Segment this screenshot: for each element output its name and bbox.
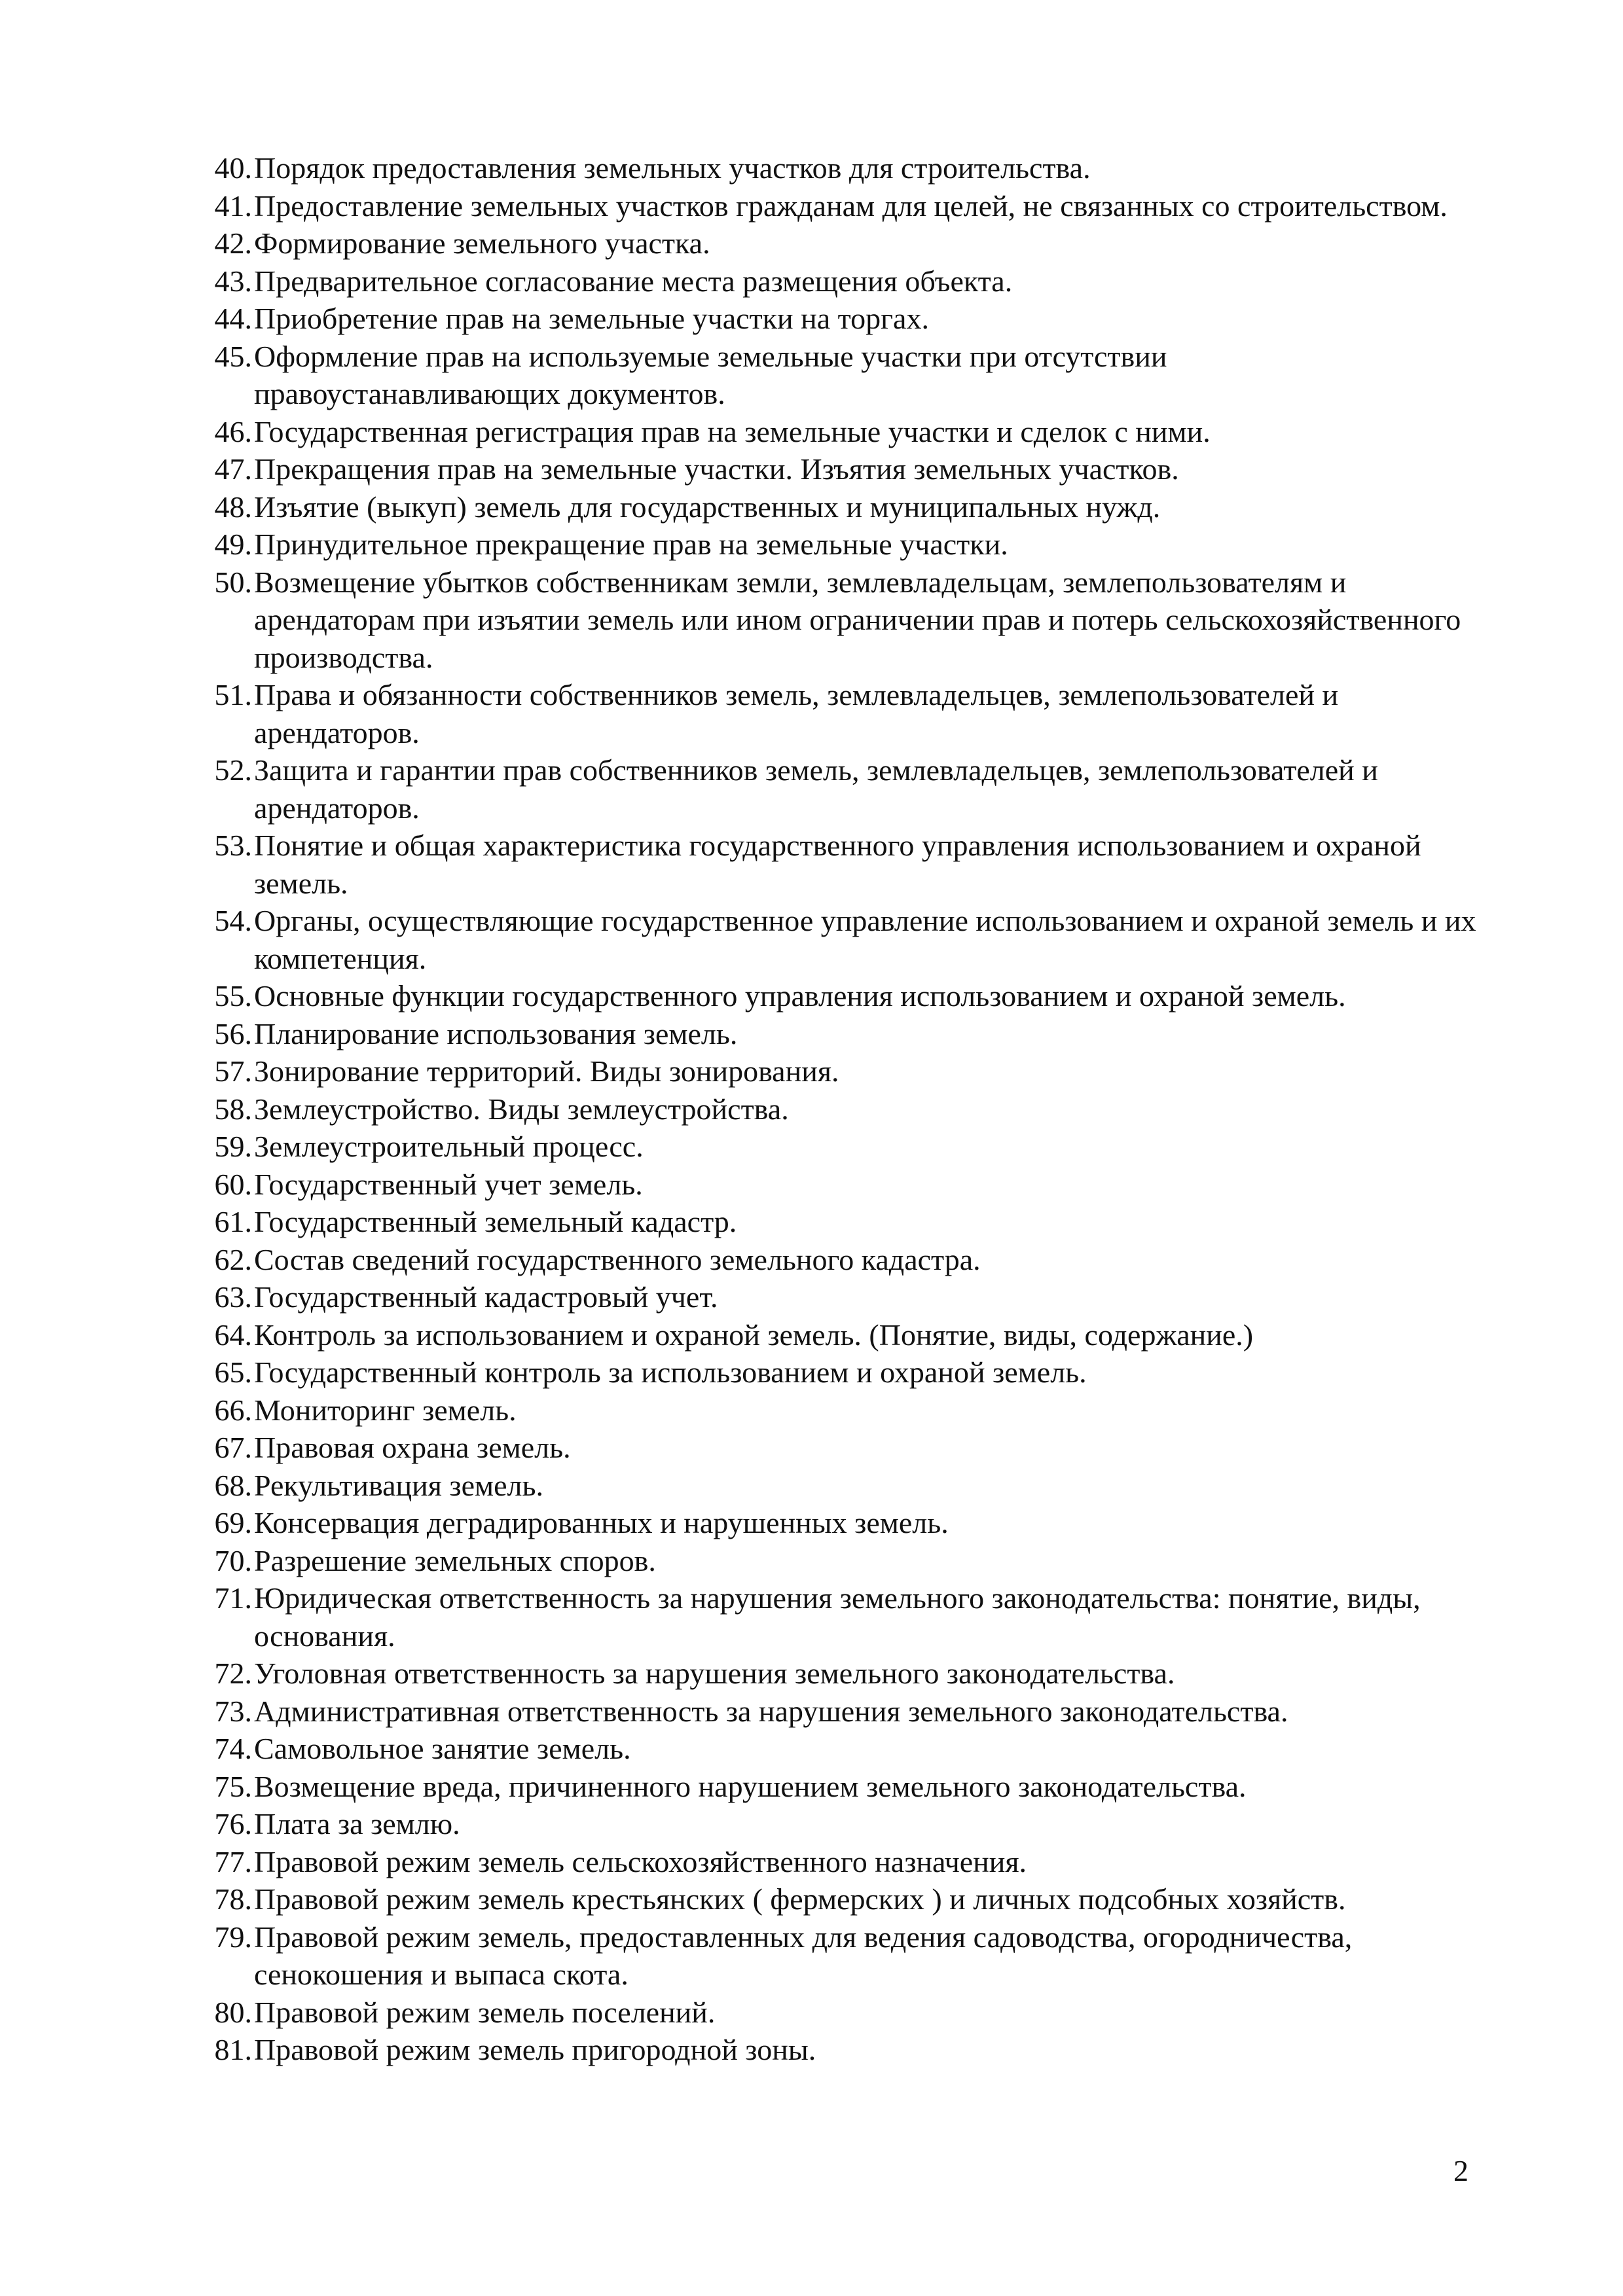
item-text: Землеустроительный процесс. (254, 1130, 644, 1163)
item-number: 56. (214, 1016, 252, 1050)
question-list (196, 149, 1480, 2069)
list-item (196, 187, 1480, 225)
list-item (196, 300, 1480, 338)
item-number: 61. (214, 1205, 252, 1238)
item-text: Юридическая ответственность за нарушения земельного законодательства: понятие, виды, основания. (254, 1581, 1421, 1653)
list-item (196, 1090, 1480, 1128)
item-number: 63. (214, 1280, 252, 1314)
item-number: 60. (214, 1167, 252, 1201)
list-item (196, 902, 1480, 977)
item-text: Предоставление земельных участков гражданам для целей, не связанных со строительством. (254, 188, 1448, 223)
item-text: Государственный контроль за использованием и охраной земель. (254, 1355, 1087, 1389)
item-number: 43. (214, 264, 252, 298)
list-item (196, 1994, 1480, 2032)
item-text: Изъятие (выкуп) земель для государственных и муниципальных нужд. (254, 490, 1161, 524)
item-text: Формирование земельного участка. (254, 226, 710, 260)
item-text: Зонирование территорий. Виды зонирования. (254, 1054, 839, 1088)
item-number: 77. (214, 1844, 252, 1878)
item-number: 45. (214, 339, 252, 373)
item-number: 69. (214, 1506, 252, 1539)
item-text: Планирование использования земель. (254, 1016, 738, 1050)
list-item (196, 1203, 1480, 1241)
item-text: Рекультивация земель. (254, 1468, 543, 1502)
item-text: Государственный кадастровый учет. (254, 1280, 718, 1314)
list-item (196, 149, 1480, 187)
list-item (196, 2031, 1480, 2069)
item-number: 75. (214, 1769, 252, 1803)
page-number: 2 (1453, 2154, 1468, 2187)
list-item (196, 1805, 1480, 1843)
item-text: Возмещение вреда, причиненного нарушением земельного законодательства. (254, 1769, 1247, 1803)
list-item (196, 450, 1480, 488)
item-text: Правовой режим земель крестьянских ( фермерских ) и личных подсобных хозяйств. (254, 1882, 1346, 1916)
item-number: 78. (214, 1882, 252, 1916)
item-number: 40. (214, 151, 252, 185)
list-item (196, 564, 1480, 677)
item-number: 67. (214, 1431, 252, 1464)
list-item (196, 262, 1480, 300)
item-text: Предварительное согласование места размещения объекта. (254, 264, 1013, 298)
item-number: 57. (214, 1054, 252, 1088)
item-number: 47. (214, 452, 252, 486)
item-number: 53. (214, 829, 252, 862)
list-item (196, 1542, 1480, 1580)
item-text: Порядок предоставления земельных участков для строительства. (254, 151, 1091, 185)
list-item (196, 1467, 1480, 1505)
item-number: 50. (214, 565, 252, 599)
list-item (196, 1504, 1480, 1542)
item-text: Административная ответственность за нарушения земельного законодательства. (254, 1694, 1288, 1728)
item-text: Государственный земельный кадастр. (254, 1205, 737, 1238)
item-number: 71. (214, 1581, 252, 1615)
list-item (196, 1241, 1480, 1279)
item-text: Правовой режим земель, предоставленных для ведения садоводства, огородничества, сенокошения и выпаса скота. (254, 1920, 1353, 1991)
item-number: 64. (214, 1318, 252, 1352)
item-number: 41. (214, 188, 252, 223)
list-item (196, 1015, 1480, 1053)
item-number: 52. (214, 753, 252, 787)
list-item (196, 1166, 1480, 1204)
list-item (196, 1391, 1480, 1429)
item-text: Землеустройство. Виды землеустройства. (254, 1092, 789, 1126)
item-number: 65. (214, 1355, 252, 1389)
list-item (196, 1768, 1480, 1806)
list-item (196, 526, 1480, 564)
list-item (196, 1843, 1480, 1881)
list-item (196, 1429, 1480, 1467)
item-text: Правовой режим земель поселений. (254, 1995, 716, 2029)
item-text: Правовой режим земель сельскохозяйственного назначения. (254, 1844, 1027, 1878)
list-item (196, 1880, 1480, 1918)
item-number: 80. (214, 1995, 252, 2029)
list-item (196, 1655, 1480, 1693)
item-text: Консервация деградированных и нарушенных земель. (254, 1506, 949, 1539)
item-number: 81. (214, 2033, 252, 2066)
item-text: Государственный учет земель. (254, 1167, 643, 1201)
item-text: Защита и гарантии прав собственников земель, землевладельцев, землепользователей и арендаторов. (254, 753, 1378, 825)
item-text: Плата за землю. (254, 1807, 460, 1840)
item-text: Оформление прав на используемые земельные участки при отсутствии правоустанавливающих документов. (254, 339, 1167, 410)
list-item (196, 224, 1480, 262)
list-item (196, 338, 1480, 413)
item-text: Основные функции государственного управления использованием и охраной земель. (254, 979, 1346, 1013)
item-text: Контроль за использованием и охраной земель. (Понятие, виды, содержание.) (254, 1318, 1254, 1352)
item-text: Принудительное прекращение прав на земельные участки. (254, 528, 1008, 561)
item-number: 66. (214, 1393, 252, 1427)
list-item (196, 1128, 1480, 1166)
item-number: 79. (214, 1920, 252, 1954)
list-item (196, 827, 1480, 902)
item-number: 42. (214, 226, 252, 260)
item-number: 62. (214, 1242, 252, 1276)
item-number: 58. (214, 1092, 252, 1126)
item-number: 48. (214, 490, 252, 524)
list-item (196, 676, 1480, 751)
list-item (196, 1278, 1480, 1316)
item-number: 46. (214, 414, 252, 448)
list-item (196, 1052, 1480, 1090)
item-text: Прекращения прав на земельные участки. Изъятия земельных участков. (254, 452, 1179, 486)
list-item (196, 488, 1480, 526)
list-item (196, 413, 1480, 451)
list-item (196, 1693, 1480, 1731)
item-number: 54. (214, 904, 252, 937)
item-number: 55. (214, 979, 252, 1013)
item-number: 49. (214, 528, 252, 561)
item-text: Правовой режим земель пригородной зоны. (254, 2033, 816, 2066)
item-text: Правовая охрана земель. (254, 1431, 571, 1464)
item-text: Понятие и общая характеристика государственного управления использованием и охраной земель. (254, 829, 1421, 900)
item-number: 74. (214, 1732, 252, 1765)
item-text: Разрешение земельных споров. (254, 1543, 656, 1577)
list-item (196, 1918, 1480, 1994)
item-number: 59. (214, 1130, 252, 1163)
item-text: Мониторинг земель. (254, 1393, 517, 1427)
list-item (196, 977, 1480, 1015)
item-number: 68. (214, 1468, 252, 1502)
list-item (196, 1354, 1480, 1391)
item-text: Уголовная ответственность за нарушения земельного законодательства. (254, 1657, 1175, 1690)
item-number: 73. (214, 1694, 252, 1728)
item-text: Государственная регистрация прав на земельные участки и сделок с ними. (254, 414, 1211, 448)
item-number: 72. (214, 1657, 252, 1690)
item-number: 76. (214, 1807, 252, 1840)
item-text: Самовольное занятие земель. (254, 1732, 631, 1765)
list-item (196, 1579, 1480, 1655)
item-text: Состав сведений государственного земельного кадастра. (254, 1242, 981, 1276)
item-text: Органы, осуществляющие государственное управление использованием и охраной земель и их компетенция. (254, 904, 1476, 975)
list-item (196, 1316, 1480, 1354)
item-text: Права и обязанности собственников земель, землевладельцев, землепользователей и арендаторов. (254, 678, 1339, 749)
item-number: 70. (214, 1543, 252, 1577)
list-item (196, 1730, 1480, 1768)
item-text: Возмещение убытков собственникам земли, землевладельцам, землепользователям и арендаторам при изъятии земель или ином ограничении прав и потерь сельскохозяйственного производства. (254, 565, 1461, 674)
item-text: Приобретение прав на земельные участки на торгах. (254, 302, 929, 335)
list-item (196, 751, 1480, 827)
item-number: 44. (214, 302, 252, 335)
item-number: 51. (214, 678, 252, 711)
